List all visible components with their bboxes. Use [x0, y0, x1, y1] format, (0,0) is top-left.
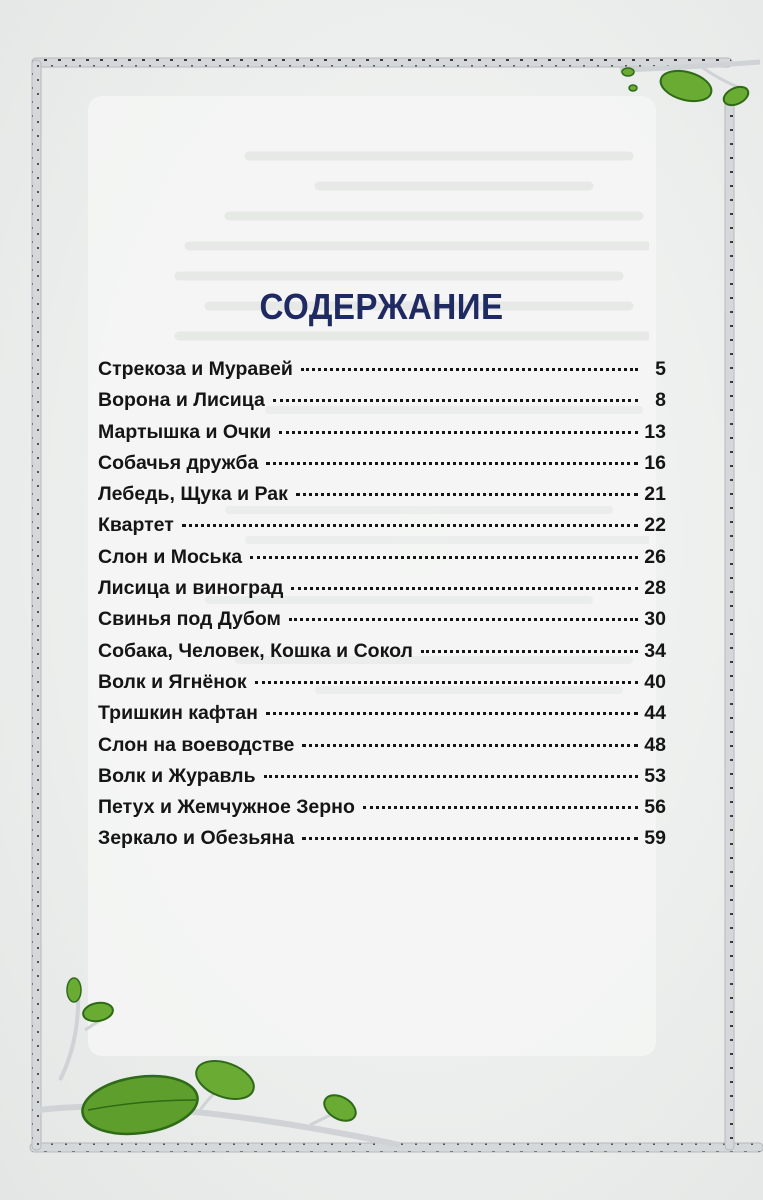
toc-leader-dots	[363, 806, 638, 809]
toc-entry[interactable]	[98, 702, 666, 733]
toc-entry-page: 44	[644, 702, 666, 725]
toc-entry[interactable]	[98, 514, 666, 545]
toc-entry[interactable]	[98, 796, 666, 827]
toc-leader-dots	[266, 462, 638, 465]
toc-leader-dots	[273, 399, 638, 402]
leaf-top-right	[622, 66, 751, 109]
toc-entry-page: 53	[644, 764, 666, 787]
toc-entry[interactable]	[98, 358, 666, 389]
toc-entry-title: Волк и Ягнёнок	[98, 670, 247, 693]
toc-entry[interactable]	[98, 640, 666, 671]
page-title: СОДЕРЖАНИЕ	[259, 286, 504, 327]
toc-entry-title: Слон на воеводстве	[98, 733, 295, 756]
toc-entry-title: Мартышка и Очки	[98, 420, 272, 443]
toc-entry[interactable]	[98, 734, 666, 765]
toc-leader-dots	[302, 744, 638, 747]
toc-leader-dots	[421, 650, 638, 653]
toc-entry-title: Собачья дружба	[98, 451, 259, 474]
toc-entry[interactable]	[98, 608, 666, 639]
toc-entry[interactable]	[98, 577, 666, 608]
toc-entry-title: Волк и Журавль	[98, 764, 256, 787]
toc-leader-dots	[301, 368, 638, 371]
toc-entry-page: 56	[644, 796, 666, 819]
toc-leader-dots	[289, 618, 638, 621]
toc-entry-page: 8	[655, 389, 666, 412]
toc-entry-title: Лисица и виноград	[98, 577, 284, 600]
toc-leader-dots	[250, 556, 638, 559]
toc-entry[interactable]	[98, 452, 666, 483]
toc-entry-page: 21	[644, 483, 666, 506]
toc-entry-title: Квартет	[98, 514, 174, 537]
toc-entry-page: 26	[644, 545, 666, 568]
toc-leader-dots	[264, 775, 638, 778]
toc-entry-page: 34	[644, 639, 666, 662]
toc-entry-title: Лебедь, Щука и Рак	[98, 483, 288, 506]
toc-entry-page: 28	[644, 577, 666, 600]
toc-entry-page: 48	[644, 733, 666, 756]
toc-entry-title: Свинья под Дубом	[98, 608, 281, 631]
toc-entry-page: 13	[644, 420, 666, 443]
toc-entry-title: Ворона и Лисица	[98, 389, 265, 412]
toc-entry-page: 40	[644, 670, 666, 693]
toc-entry[interactable]	[98, 389, 666, 420]
toc-leader-dots	[279, 431, 638, 434]
toc-leader-dots	[302, 837, 638, 840]
toc-entry-title: Зеркало и Обезьяна	[98, 827, 295, 850]
toc-entry[interactable]	[98, 546, 666, 577]
toc-entry[interactable]	[98, 421, 666, 452]
toc-entry-page: 5	[655, 358, 666, 380]
toc-leader-dots	[296, 493, 638, 496]
toc-entry-page: 59	[644, 827, 666, 850]
toc-leader-dots	[182, 524, 638, 527]
toc-entry[interactable]	[98, 483, 666, 514]
toc-entry-title: Стрекоза и Муравей	[98, 358, 293, 380]
toc-entry[interactable]	[98, 671, 666, 702]
toc-entry-page: 16	[644, 451, 666, 474]
toc-leader-dots	[291, 587, 638, 590]
table-of-contents	[98, 358, 666, 859]
toc-entry-title: Петух и Жемчужное Зерно	[98, 796, 355, 819]
toc-leader-dots	[266, 712, 638, 715]
toc-entry-title: Слон и Моська	[98, 545, 243, 568]
toc-leader-dots	[255, 681, 638, 684]
toc-entry-title: Собака, Человек, Кошка и Сокол	[98, 639, 413, 662]
toc-entry[interactable]	[98, 765, 666, 796]
toc-entry-title: Тришкин кафтан	[98, 702, 258, 725]
toc-entry-page: 22	[644, 514, 666, 537]
toc-entry-page: 30	[644, 608, 666, 631]
toc-entry[interactable]	[98, 827, 666, 858]
